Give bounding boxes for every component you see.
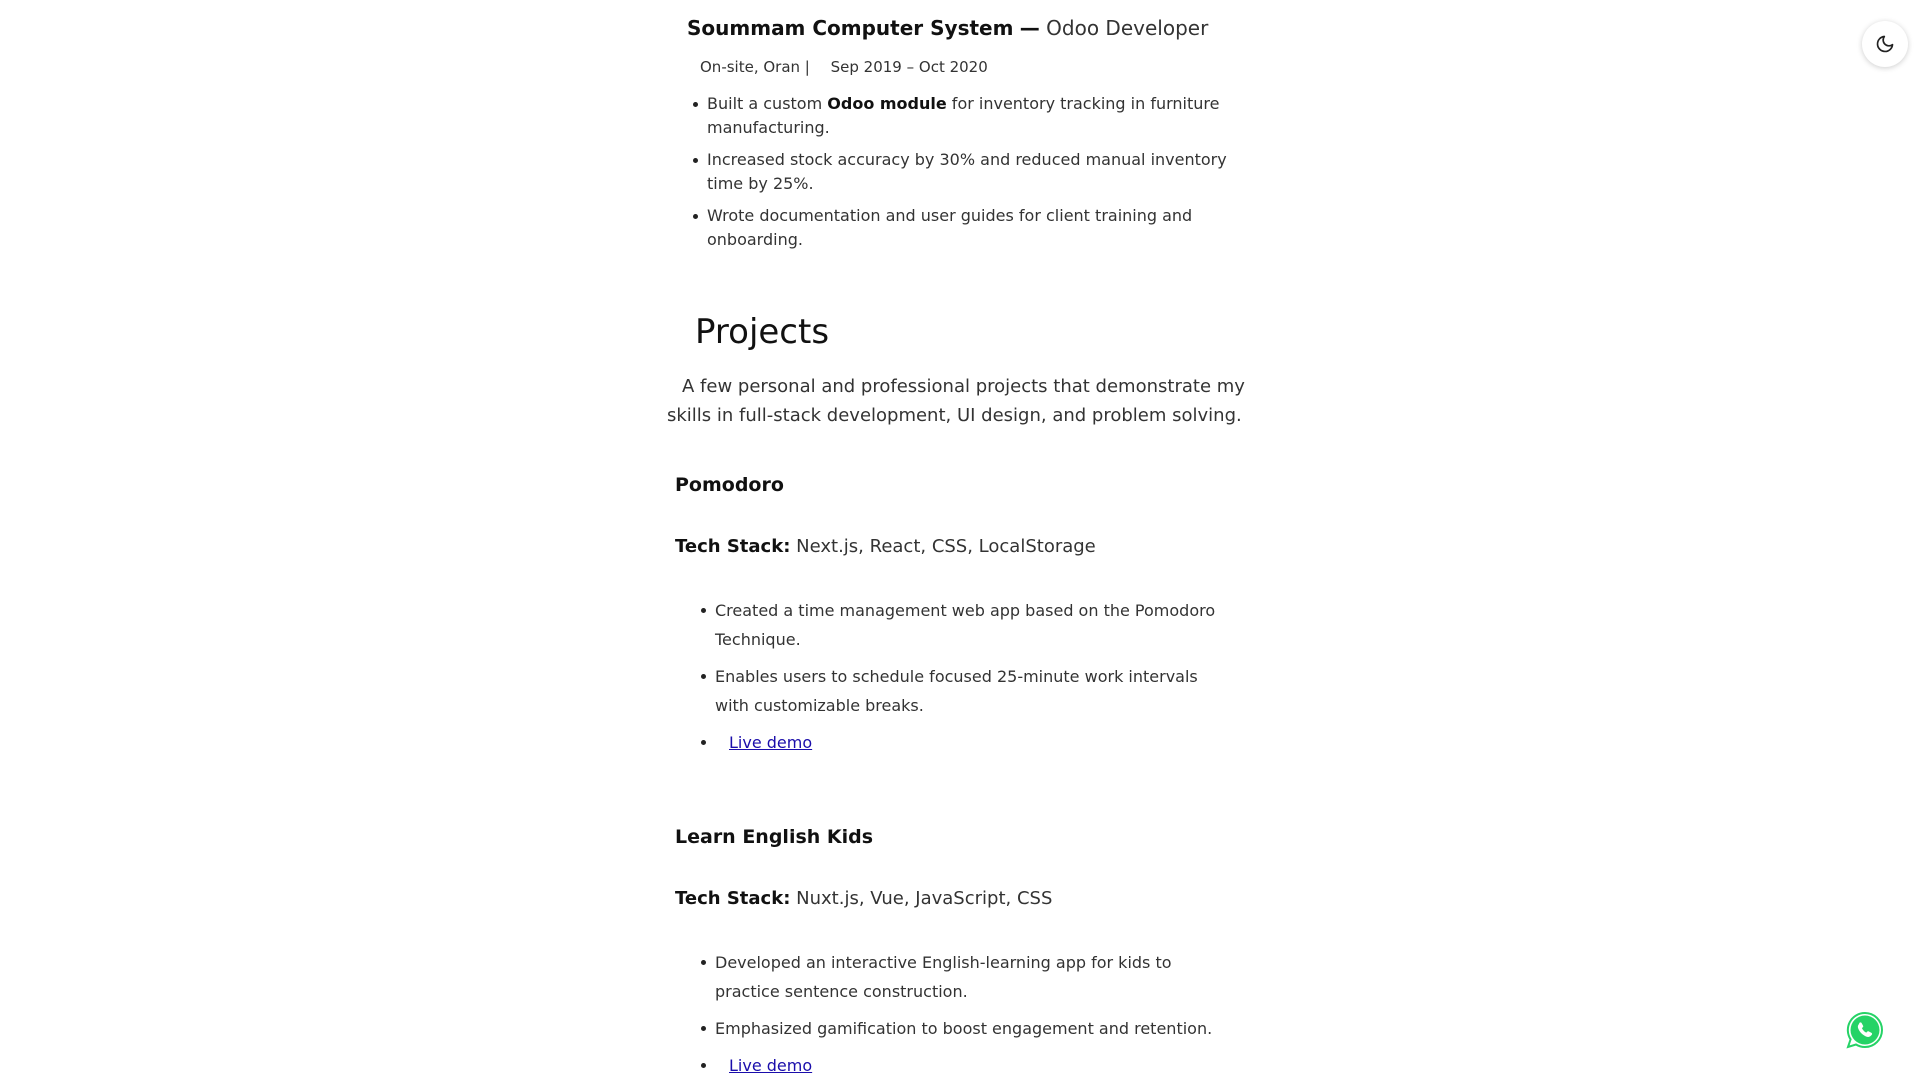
- whatsapp-icon: [1845, 1010, 1885, 1050]
- experience-company: Soummam Computer System: [687, 16, 1014, 40]
- project-bullet: Enables users to schedule focused 25-minute work intervals with customizable breaks.: [715, 662, 1235, 720]
- experience-role: Odoo Developer: [1046, 16, 1209, 40]
- experience-heading: [687, 16, 1208, 40]
- project-link-item: [715, 728, 1235, 757]
- project-bullets: [715, 948, 1235, 1080]
- project-card-learn-english-kids: [675, 826, 1255, 1075]
- theme-toggle-button[interactable]: [1862, 21, 1908, 67]
- bullet-bold: Odoo module: [827, 94, 947, 113]
- experience-bullet: [707, 204, 1262, 252]
- bullet-text: for inventory tracking in furniture manufacturing.: [707, 94, 1220, 137]
- experience-location: On-site, Oran |: [700, 58, 810, 76]
- project-bullet: Developed an interactive English-learning app for kids to practice sentence construction.: [715, 948, 1235, 1006]
- project-tech-stack: [675, 888, 1052, 909]
- project-link-item: [715, 1051, 1235, 1080]
- experience-dash: —: [1019, 16, 1040, 40]
- project-tech-stack: [675, 536, 1096, 557]
- experience-bullet: [707, 92, 1262, 140]
- project-name: Pomodoro: [675, 474, 784, 496]
- experience-meta: [700, 58, 988, 76]
- live-demo-link[interactable]: Live demo: [729, 733, 813, 752]
- project-name: Learn English Kids: [675, 826, 874, 848]
- project-bullet: Emphasized gamification to boost engagement and retention.: [715, 1014, 1235, 1043]
- project-bullet: Created a time management web app based on the Pomodoro Technique.: [715, 596, 1235, 654]
- projects-title: Projects: [695, 312, 830, 352]
- experience-bullets: [707, 92, 1262, 260]
- tech-stack-label: Tech Stack:: [675, 536, 791, 557]
- tech-stack-value: Next.js, React, CSS, LocalStorage: [796, 536, 1096, 557]
- tech-stack-value: Nuxt.js, Vue, JavaScript, CSS: [796, 888, 1053, 909]
- bullet-text: Increased stock accuracy by 30% and reduced manual inventory time by 25%.: [707, 150, 1227, 193]
- project-card-pomodoro: [675, 474, 1255, 752]
- tech-stack-label: Tech Stack:: [675, 888, 791, 909]
- bullet-text: Wrote documentation and user guides for client training and onboarding.: [707, 206, 1193, 249]
- project-bullets: [715, 596, 1235, 765]
- experience-bullet: [707, 148, 1262, 196]
- live-demo-link[interactable]: Live demo: [729, 1056, 813, 1075]
- bullet-text: Built a custom: [707, 94, 828, 113]
- projects-intro: A few personal and professional projects that demonstrate my skills in full-stack development, UI design, and problem solving.: [667, 376, 1245, 426]
- moon-icon: [1875, 34, 1895, 54]
- whatsapp-chat-button[interactable]: [1845, 1010, 1885, 1050]
- experience-dates: Sep 2019 – Oct 2020: [830, 58, 988, 76]
